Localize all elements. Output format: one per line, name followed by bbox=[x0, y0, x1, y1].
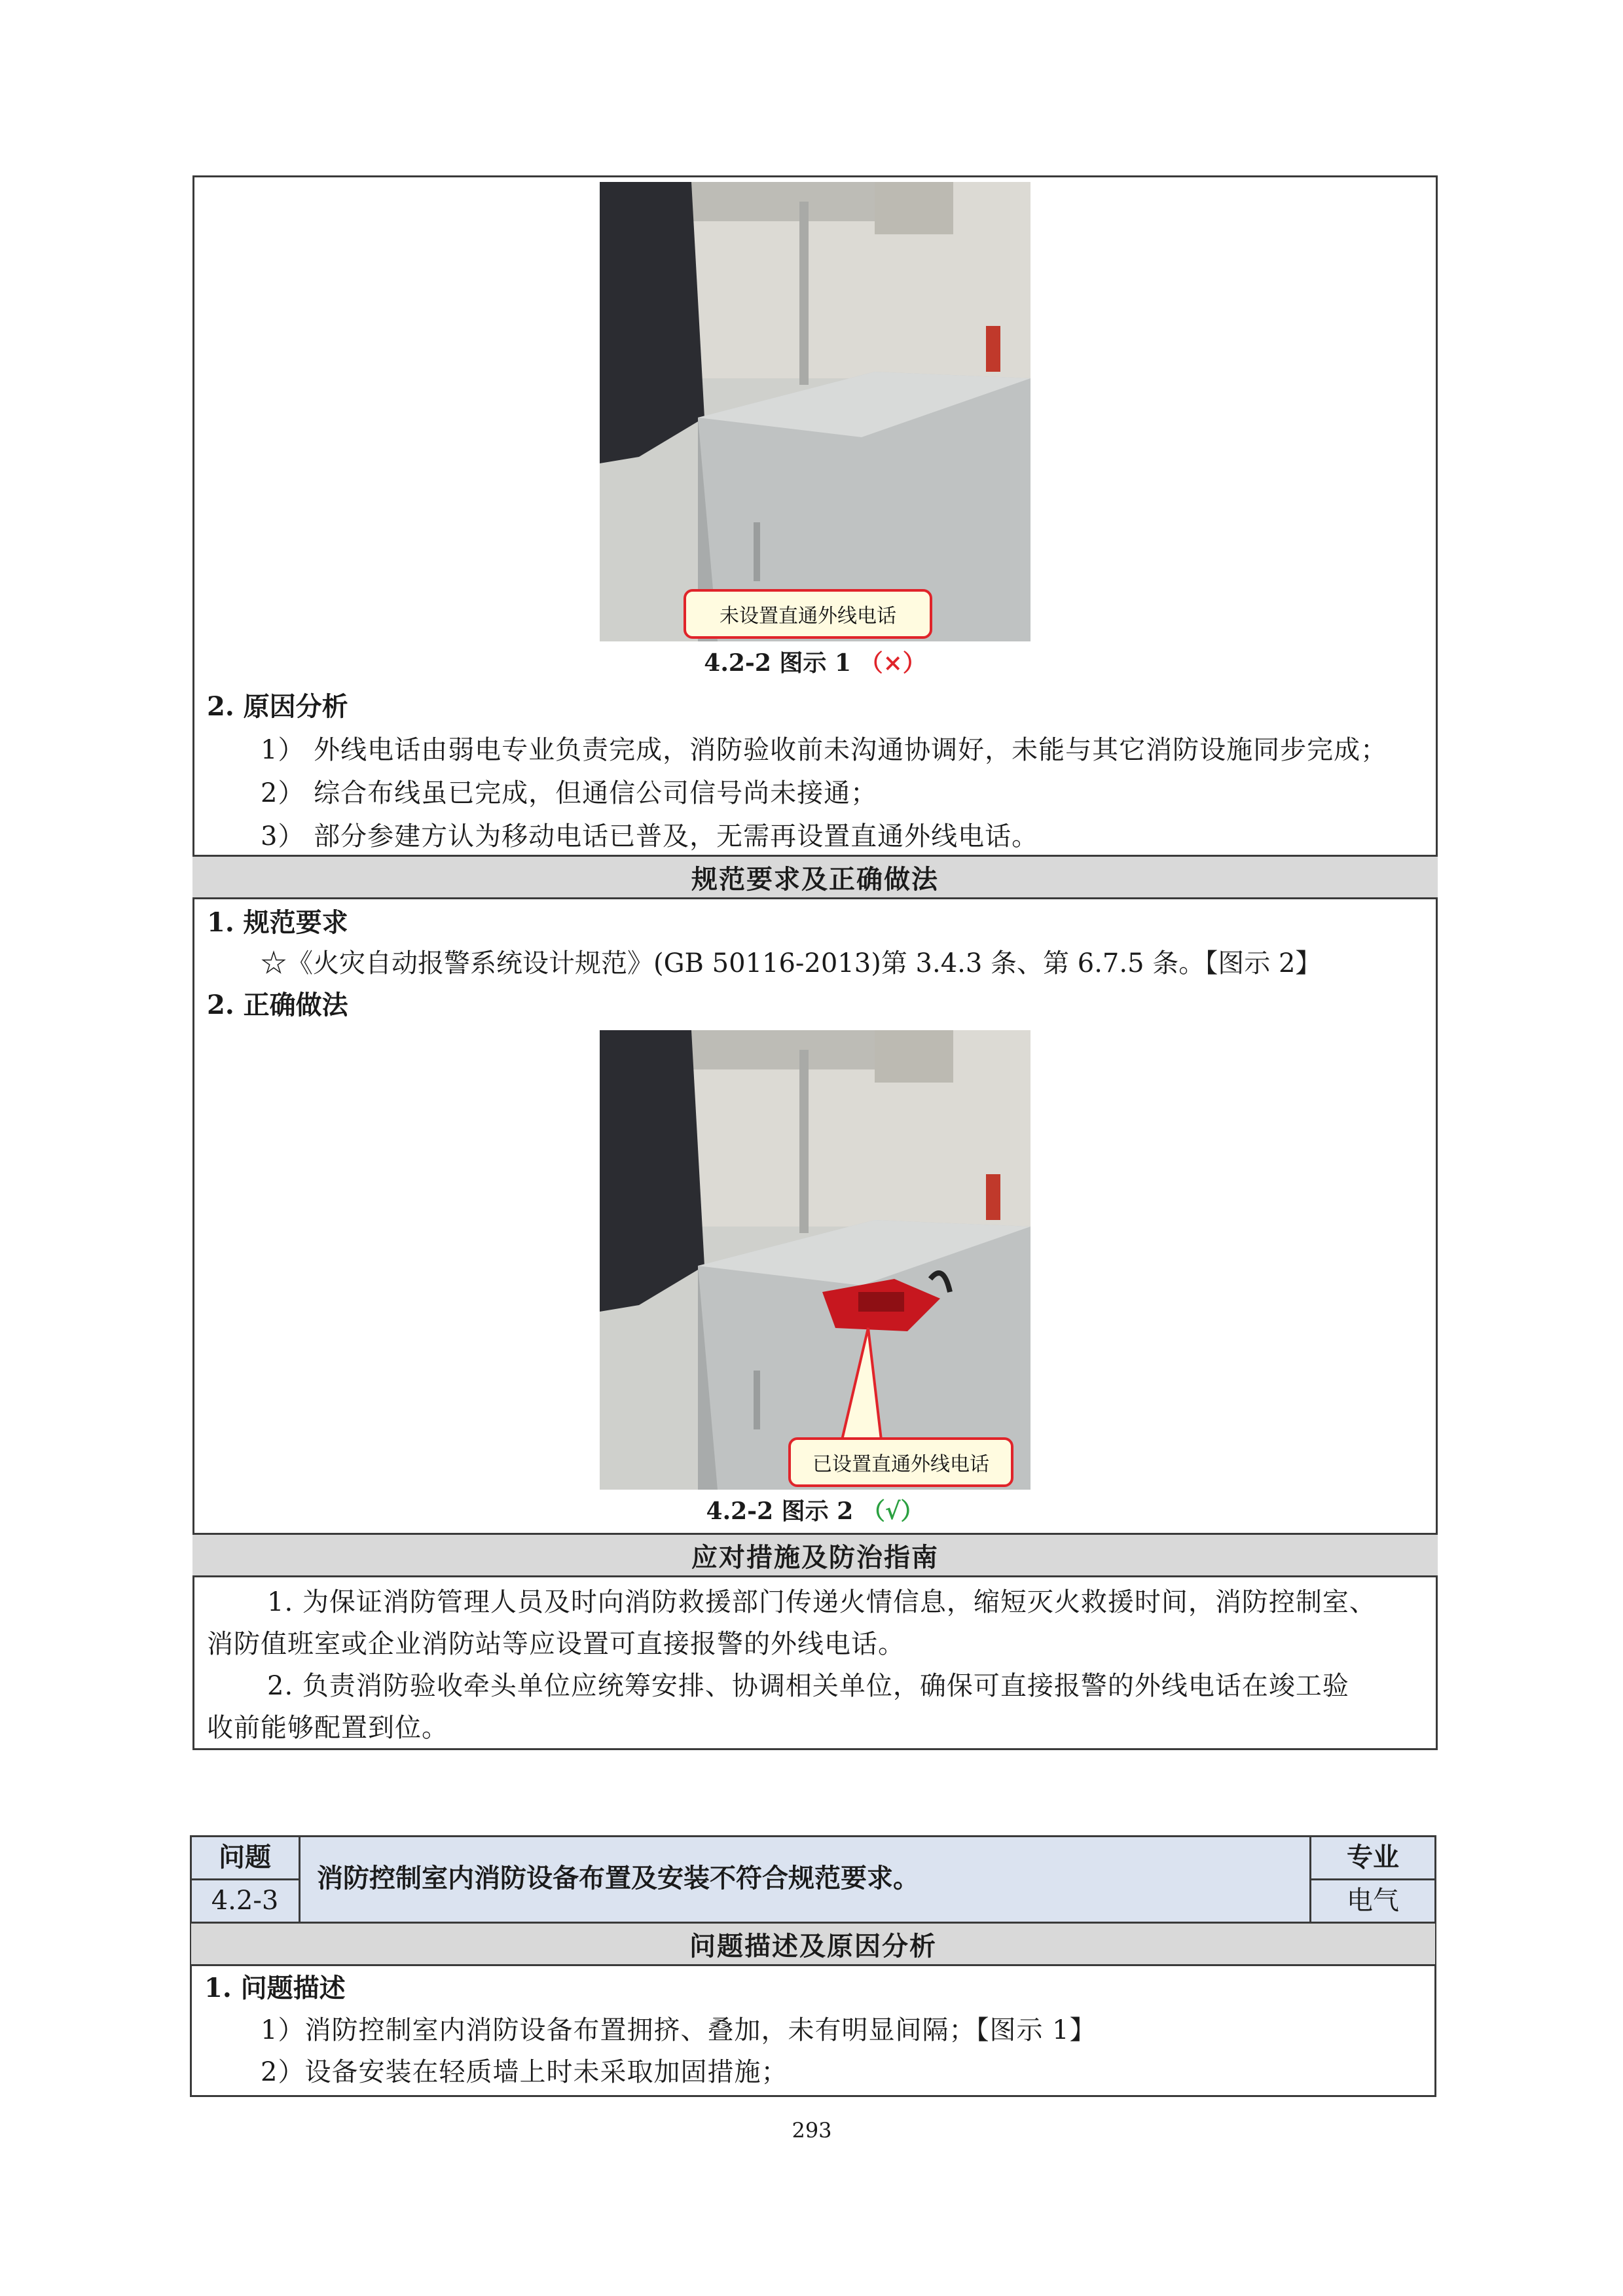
specialty-value: 电气 bbox=[1347, 1886, 1399, 1916]
figure2-pointer bbox=[600, 1030, 1030, 1490]
figure1-caption bbox=[600, 647, 1030, 679]
figure2-caption-text: 4.2-2 图示 2 bbox=[706, 1498, 854, 1525]
section-measures-header: 应对措施及防治指南 bbox=[192, 1533, 1438, 1577]
measure-2-line-2: 收前能够配置到位。 bbox=[207, 1713, 448, 1743]
figure2-label: 已设置直通外线电话 bbox=[788, 1437, 1013, 1487]
measure-1-line-1: 1. 为保证消防管理人员及时向消防救援部门传递火情信息，缩短灭火救援时间，消防控制室、 bbox=[267, 1587, 1376, 1617]
issue-title: 消防控制室内消防设备布置及安装不符合规范要求。 bbox=[317, 1863, 919, 1893]
issue-code: 4.2-3 bbox=[211, 1886, 279, 1916]
cause-item-3: 3） 部分参建方认为移动电话已普及，无需再设置直通外线电话。 bbox=[261, 821, 1039, 852]
section-norm-header: 规范要求及正确做法 bbox=[192, 855, 1438, 899]
figure1-illustration bbox=[600, 182, 1030, 641]
cause-item-1: 1） 外线电话由弱电专业负责完成，消防验收前未沟通协调好，未能与其它消防设施同步完成； bbox=[261, 735, 1388, 765]
desc-item-1: 1）消防控制室内消防设备布置拥挤、叠加，未有明显间隔；【图示 1】 bbox=[261, 2015, 1097, 2045]
check-mark: （√） bbox=[861, 1498, 924, 1525]
issue-label: 问题 bbox=[219, 1842, 271, 1873]
figure1-photo bbox=[600, 182, 1030, 641]
measure-2-line-1: 2. 负责消防验收牵头单位应统筹安排、协调相关单位，确保可直接报警的外线电话在竣工验 bbox=[267, 1671, 1349, 1701]
desc-heading: 1. 问题描述 bbox=[204, 1973, 346, 2003]
correct-heading: 2. 正确做法 bbox=[207, 990, 348, 1020]
figure1-label: 未设置直通外线电话 bbox=[684, 589, 932, 639]
specialty-label: 专业 bbox=[1347, 1842, 1399, 1873]
measure-1-line-2: 消防值班室或企业消防站等应设置可直接报警的外线电话。 bbox=[207, 1629, 905, 1659]
norm-heading: 1. 规范要求 bbox=[207, 907, 348, 938]
page-number: 293 bbox=[792, 2118, 832, 2143]
norm-text: ☆《火灾自动报警系统设计规范》(GB 50116-2013)第 3.4.3 条、第 6.7.5 条。【图示 2】 bbox=[261, 948, 1322, 978]
section-desc-header: 问题描述及原因分析 bbox=[191, 1922, 1435, 1966]
desc-item-2: 2）设备安装在轻质墙上时未采取加固措施； bbox=[261, 2057, 788, 2087]
cross-mark: （×） bbox=[859, 649, 926, 677]
figure1-caption-text: 4.2-2 图示 1 bbox=[704, 649, 852, 677]
cause-heading: 2. 原因分析 bbox=[207, 691, 348, 722]
figure2-caption bbox=[600, 1495, 1030, 1528]
cause-item-2: 2） 综合布线虽已完成，但通信公司信号尚未接通； bbox=[261, 778, 878, 808]
